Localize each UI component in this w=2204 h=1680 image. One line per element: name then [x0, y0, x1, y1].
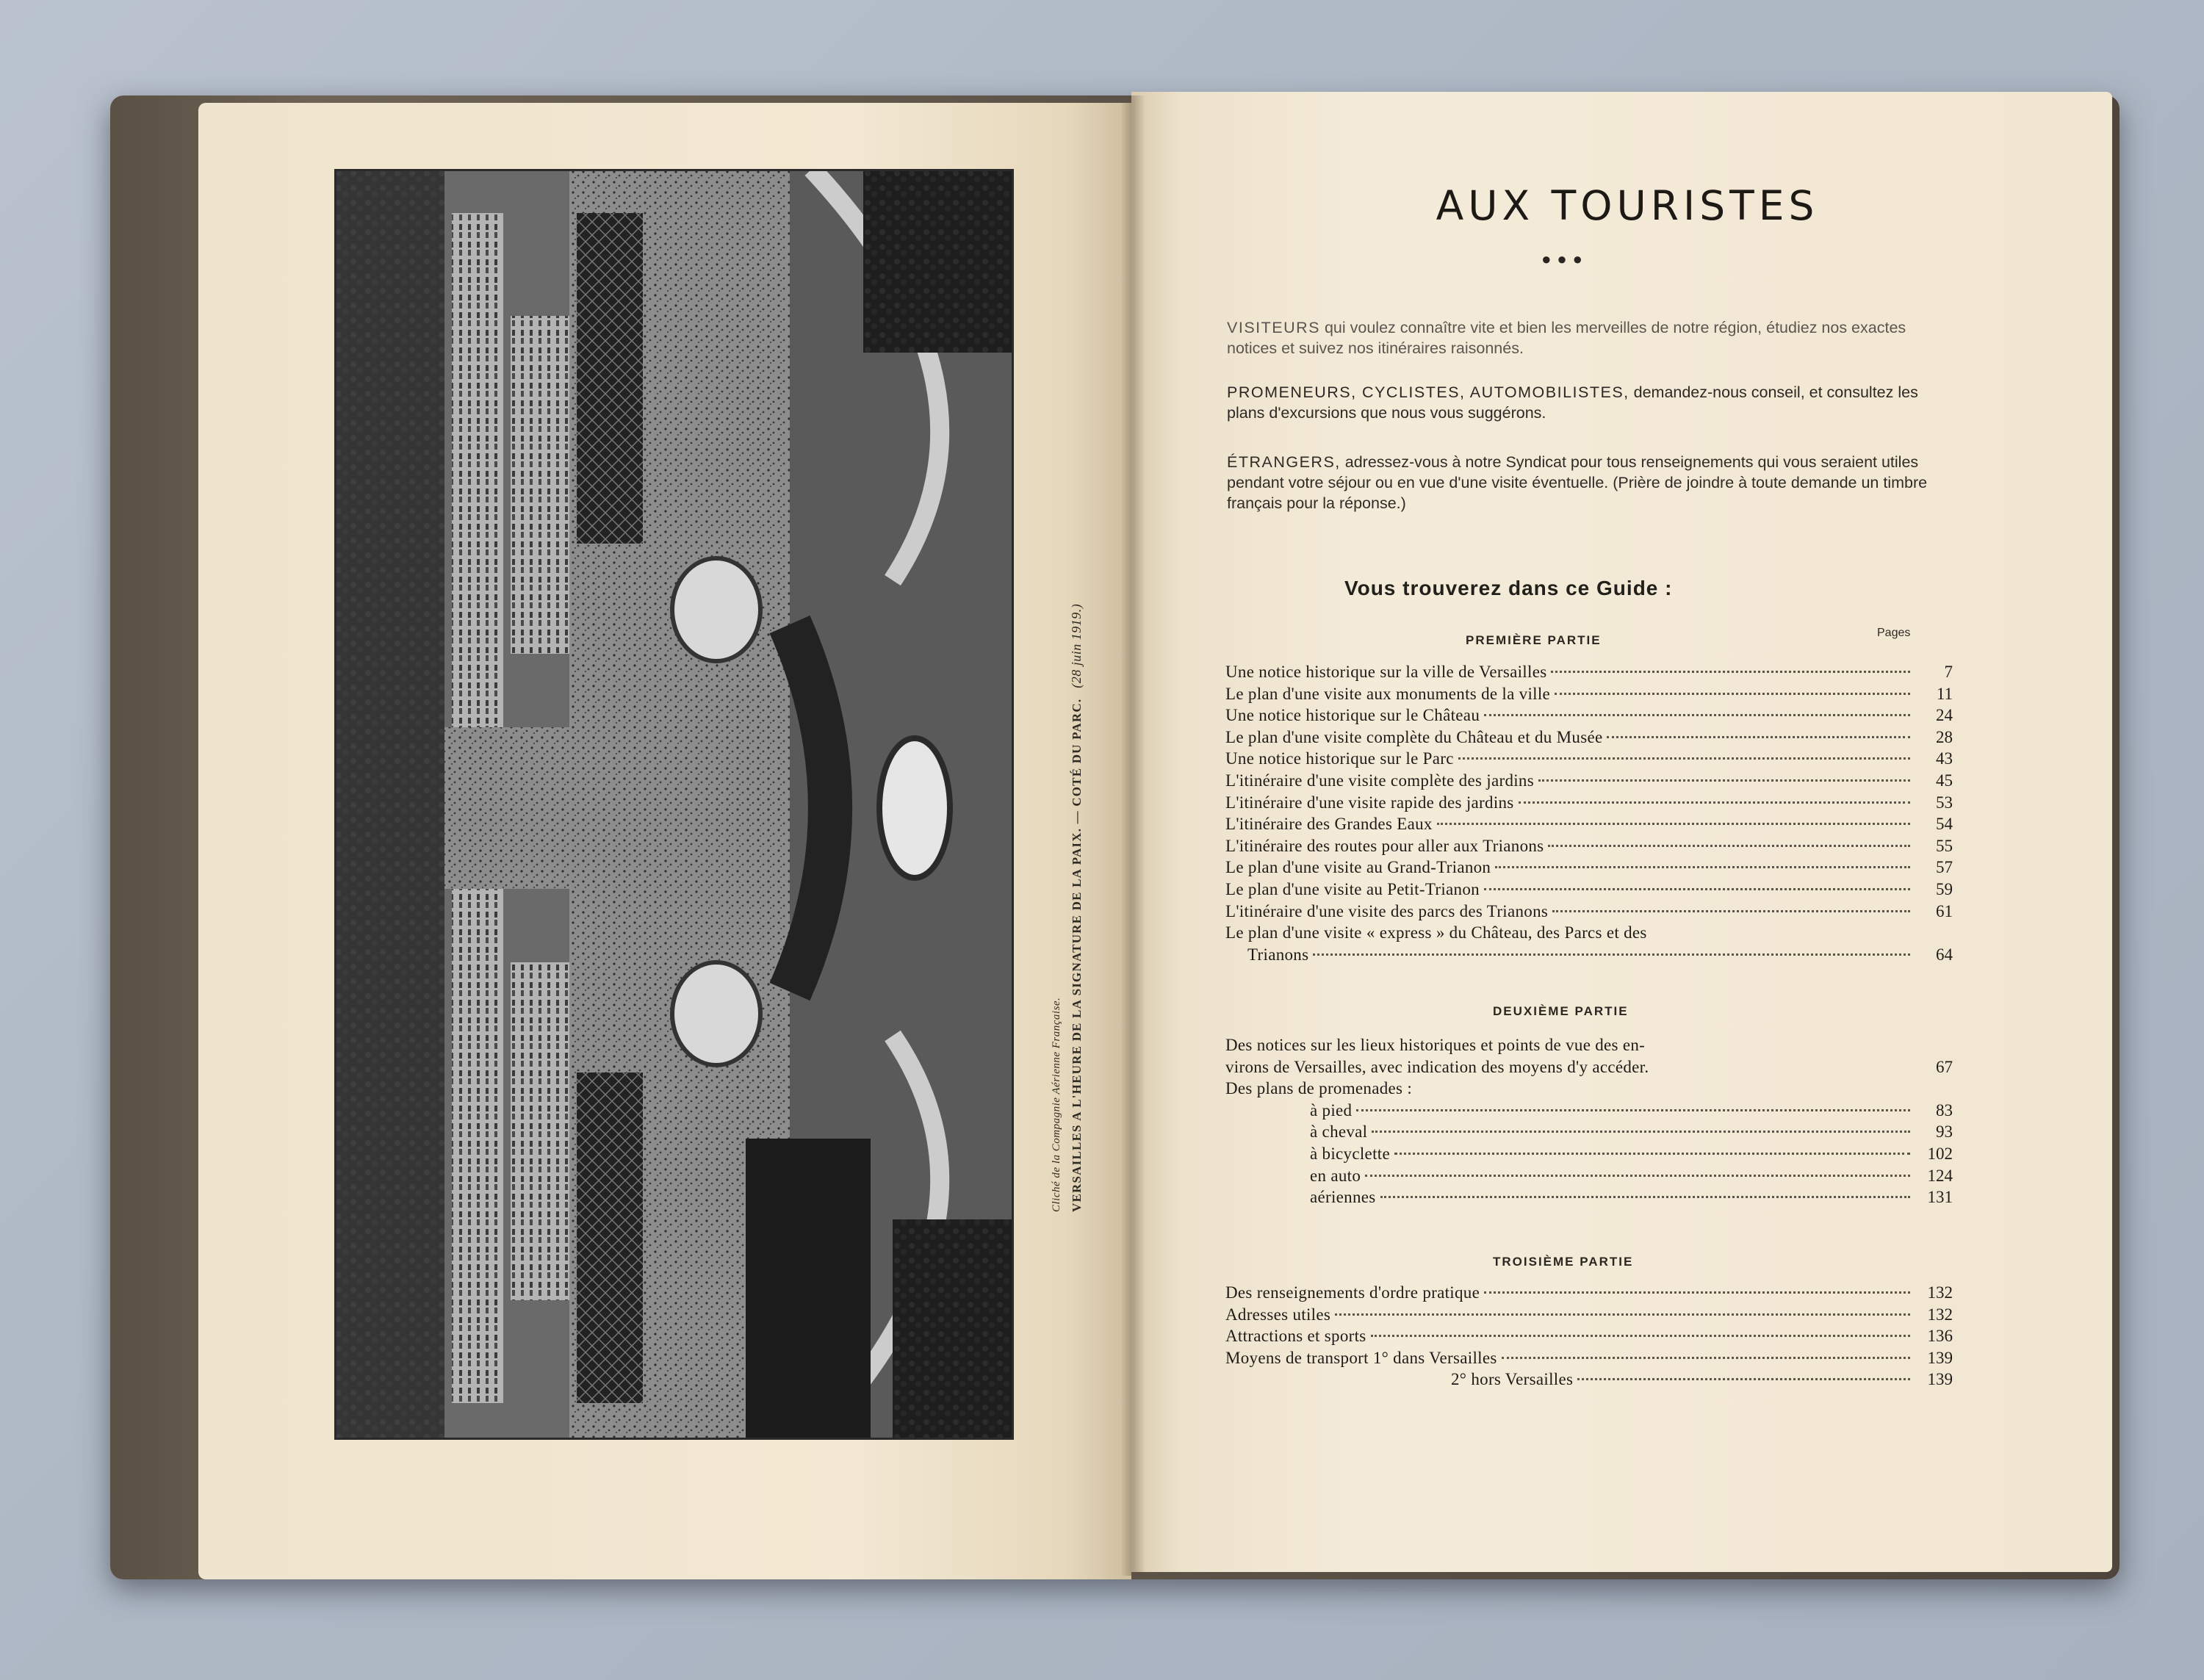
toc-page: 136 — [1927, 1327, 1953, 1346]
toc-page: 53 — [1936, 793, 1953, 812]
photo-caption — [1051, 184, 1084, 1212]
leader-dots — [1356, 1109, 1910, 1111]
guide-heading: Vous trouverez dans ce Guide : — [1344, 577, 1673, 599]
toc-page: 57 — [1936, 858, 1953, 877]
toc-entry — [1225, 835, 1953, 857]
toc-label: aériennes — [1310, 1188, 1376, 1207]
toc-entry — [1225, 704, 1953, 727]
toc-page: 28 — [1936, 727, 1953, 746]
toc-page: 24 — [1936, 706, 1953, 725]
toc-page: 132 — [1927, 1305, 1953, 1324]
toc-entry — [1225, 901, 1953, 923]
leader-dots — [1458, 757, 1910, 760]
part-title-3: TROISIÈME PARTIE — [1493, 1255, 1634, 1269]
leader-dots — [1313, 953, 1910, 956]
toc-label: L'itinéraire des routes pour aller aux Trianons — [1225, 836, 1544, 855]
toc-page: 64 — [1936, 945, 1953, 964]
leader-dots — [1365, 1175, 1910, 1177]
toc-label: Adresses utiles — [1225, 1305, 1331, 1324]
toc-entry — [1225, 1100, 1953, 1122]
toc-entry — [1225, 1165, 1953, 1187]
photo-credit: Cliché de la Compagnie Aérienne Française. — [1051, 997, 1062, 1212]
toc-label: Une notice historique sur la ville de Versailles — [1225, 663, 1547, 681]
toc-page: 11 — [1936, 684, 1953, 703]
toc-label: L'itinéraire d'une visite des parcs des Trianons — [1225, 901, 1549, 920]
intro-paragraph-etrangers — [1227, 452, 1932, 513]
toc-label: Le plan d'une visite complète du Château et du Musée — [1225, 727, 1603, 746]
toc-label: 2° hors Versailles — [1451, 1370, 1574, 1389]
toc-page: 45 — [1936, 771, 1953, 790]
toc-label: Le plan d'une visite au Petit-Trianon — [1225, 879, 1480, 898]
toc-label: virons de Versailles, avec indication des moyens d'y accéder. — [1225, 1057, 1649, 1076]
toc-label: Des plans de promenades : — [1225, 1079, 1413, 1098]
toc-entry — [1225, 857, 1953, 879]
toc-entry — [1225, 748, 1953, 770]
toc-label: Une notice historique sur le Parc — [1225, 749, 1454, 768]
page-title: AUX TOURISTES — [1436, 182, 1819, 229]
intro-text: qui voulez connaître vite et bien les merveilles de notre région, étudiez nos exactes notices et suivez nos itinéraires raisonnés. — [1227, 319, 1906, 357]
toc-page: 61 — [1936, 901, 1953, 920]
leader-dots — [1577, 1378, 1910, 1380]
leader-dots — [1484, 1291, 1910, 1294]
toc-entry — [1225, 813, 1953, 835]
leader-dots — [1335, 1313, 1910, 1316]
toc-part-1 — [1225, 661, 1953, 965]
book-gutter — [1120, 95, 1145, 1576]
toc-label: L'itinéraire d'une visite complète des jardins — [1225, 771, 1534, 790]
leader-dots — [1552, 910, 1910, 912]
toc-page: 43 — [1936, 749, 1953, 768]
pages-column-label: Pages — [1877, 627, 1911, 639]
toc-label: à pied — [1310, 1100, 1353, 1120]
ornament: ●●● — [1541, 250, 1588, 268]
leader-dots — [1502, 1357, 1910, 1359]
leader-dots — [1538, 779, 1910, 782]
toc-entry — [1225, 879, 1953, 901]
toc-page: 59 — [1936, 879, 1953, 898]
aerial-photo-versailles-icon — [334, 169, 1014, 1440]
toc-label: Le plan d'une visite « express » du Château, des Parcs et des — [1225, 923, 1647, 942]
toc-page: 7 — [1944, 663, 1953, 681]
toc-label: en auto — [1310, 1166, 1361, 1185]
toc-entry — [1225, 1347, 1953, 1369]
intro-lead: VISITEURS — [1227, 319, 1320, 336]
toc-entry — [1225, 661, 1953, 683]
leader-dots — [1372, 1131, 1910, 1133]
toc-entry — [1225, 944, 1953, 966]
toc-label: Le plan d'une visite au Grand-Trianon — [1225, 858, 1491, 877]
toc-part-2 — [1225, 1034, 1953, 1208]
toc-entry — [1225, 683, 1953, 705]
toc-entry — [1225, 1056, 1953, 1078]
toc-label: Attractions et sports — [1225, 1327, 1366, 1346]
leader-dots — [1371, 1335, 1910, 1337]
toc-page: 55 — [1936, 836, 1953, 855]
toc-label: Le plan d'une visite aux monuments de la ville — [1225, 684, 1551, 703]
toc-page: 102 — [1927, 1144, 1953, 1163]
leader-dots — [1519, 801, 1910, 804]
toc-page: 124 — [1927, 1166, 1953, 1185]
toc-label: Une notice historique sur le Château — [1225, 706, 1480, 725]
toc-label: Moyens de transport 1° dans Versailles — [1225, 1348, 1497, 1367]
toc-page: 132 — [1927, 1283, 1953, 1302]
intro-paragraph-promeneurs — [1227, 382, 1932, 423]
leader-dots — [1607, 736, 1910, 738]
toc-entry — [1225, 1304, 1953, 1326]
toc-label: à cheval — [1310, 1122, 1368, 1142]
caption-main — [1069, 184, 1084, 1212]
intro-text: demandez-nous conseil, et consultez les plans d'excursions que nous vous suggérons. — [1227, 383, 1918, 422]
toc-label: Trianons — [1247, 945, 1309, 964]
intro-lead: ÉTRANGERS, — [1227, 453, 1341, 471]
toc-entry — [1225, 1078, 1953, 1100]
toc-entry — [1225, 727, 1953, 749]
toc-page: 83 — [1936, 1100, 1953, 1120]
toc-page: 139 — [1927, 1348, 1953, 1367]
toc-page: 93 — [1936, 1122, 1953, 1142]
toc-label: Des renseignements d'ordre pratique — [1225, 1283, 1480, 1302]
leader-dots — [1437, 823, 1910, 825]
toc-entry — [1225, 1121, 1953, 1143]
toc-entry — [1225, 1369, 1953, 1391]
leader-dots — [1551, 671, 1910, 673]
part-title-1: PREMIÈRE PARTIE — [1466, 633, 1602, 647]
toc-label: à bicyclette — [1310, 1144, 1390, 1163]
toc-page: 67 — [1936, 1057, 1953, 1076]
part-title-2: DEUXIÈME PARTIE — [1493, 1004, 1629, 1018]
toc-entry — [1225, 1034, 1953, 1056]
toc-entry — [1225, 1325, 1953, 1347]
intro-paragraph-visiteurs — [1227, 317, 1932, 358]
toc-entry — [1225, 770, 1953, 792]
toc-entry — [1225, 792, 1953, 814]
toc-entry — [1225, 922, 1953, 944]
toc-label: L'itinéraire des Grandes Eaux — [1225, 815, 1433, 834]
toc-label: L'itinéraire d'une visite rapide des jardins — [1225, 793, 1514, 812]
toc-part-3 — [1225, 1282, 1953, 1391]
leader-dots — [1548, 845, 1910, 847]
leader-dots — [1555, 693, 1910, 695]
toc-page: 54 — [1936, 815, 1953, 834]
toc-entry — [1225, 1282, 1953, 1304]
leader-dots — [1394, 1153, 1910, 1155]
leader-dots — [1380, 1196, 1910, 1198]
toc-entry — [1225, 1186, 1953, 1208]
toc-page: 139 — [1927, 1370, 1953, 1389]
leader-dots — [1484, 714, 1910, 716]
toc-label: Des notices sur les lieux historiques et points de vue des en- — [1225, 1036, 1646, 1054]
intro-lead: PROMENEURS, CYCLISTES, AUTOMOBILISTES, — [1227, 383, 1629, 401]
intro-text: adressez-vous à notre Syndicat pour tous renseignements qui vous seraient utiles pendant votre séjour ou en vue d'une visite éventuelle. (Prière de joindre à toute demande un timbre français pour la réponse.) — [1227, 453, 1928, 512]
caption-date: (28 juin 1919.) — [1069, 603, 1084, 688]
caption-title: VERSAILLES A L'HEURE DE LA SIGNATURE DE LA PAIX. — COTÉ DU PARC. — [1070, 698, 1084, 1212]
toc-entry — [1225, 1143, 1953, 1165]
leader-dots — [1495, 866, 1910, 868]
leader-dots — [1484, 888, 1910, 890]
toc-page: 131 — [1927, 1188, 1953, 1207]
